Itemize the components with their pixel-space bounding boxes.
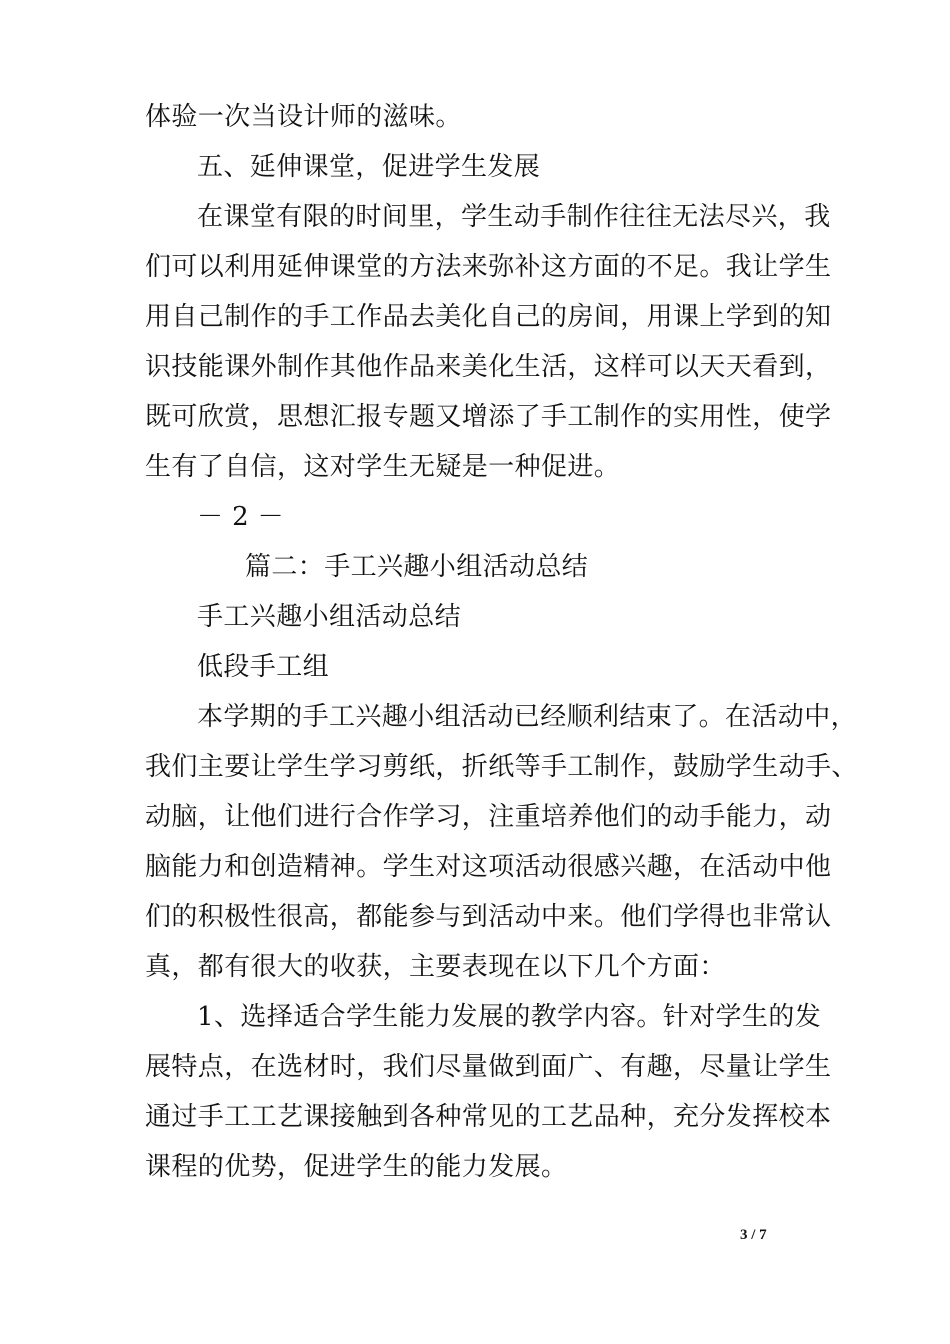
article-title: 篇二：手工兴趣小组活动总结 (245, 552, 589, 582)
text-line: 1、选择适合学生能力发展的教学内容。针对学生的发 (197, 1002, 822, 1032)
text-line: 动脑，让他们进行合作学习，注重培养他们的动手能力，动 (145, 802, 832, 832)
text-line: 们的积极性很高，都能参与到活动中来。他们学得也非常认 (145, 902, 832, 932)
section-heading: 五、延伸课堂，促进学生发展 (197, 152, 541, 182)
article-subtitle: 手工兴趣小组活动总结 (197, 602, 462, 632)
inline-page-number: － 2 － (197, 502, 285, 532)
text-line: 本学期的手工兴趣小组活动已经顺利结束了。在活动中， (197, 702, 858, 732)
text-line: 脑能力和创造精神。学生对这项活动很感兴趣，在活动中他 (145, 852, 832, 882)
text-line: 通过手工工艺课接触到各种常见的工艺品种，充分发挥校本 (145, 1102, 832, 1132)
text-line: 我们主要让学生学习剪纸，折纸等手工制作，鼓励学生动手、 (145, 752, 858, 782)
group-name: 低段手工组 (197, 652, 330, 682)
page-indicator: 3 / 7 (740, 1227, 767, 1243)
text-line: 既可欣赏，思想汇报专题又增添了手工制作的实用性，使学 (145, 402, 832, 432)
text-line: 真，都有很大的收获，主要表现在以下几个方面： (145, 952, 726, 982)
text-line: 们可以利用延伸课堂的方法来弥补这方面的不足。我让学生 (145, 252, 832, 282)
text-line: 生有了自信，这对学生无疑是一种促进。 (145, 452, 621, 482)
text-line: 课程的优势，促进学生的能力发展。 (145, 1152, 568, 1182)
text-line: 用自己制作的手工作品去美化自己的房间，用课上学到的知 (145, 302, 832, 332)
text-line: 展特点，在选材时，我们尽量做到面广、有趣，尽量让学生 (145, 1052, 832, 1082)
text-line: 体验一次当设计师的滋味。 (145, 102, 462, 132)
text-line: 在课堂有限的时间里，学生动手制作往往无法尽兴，我 (197, 202, 831, 232)
text-line: 识技能课外制作其他作品来美化生活，这样可以天天看到， (145, 352, 832, 382)
